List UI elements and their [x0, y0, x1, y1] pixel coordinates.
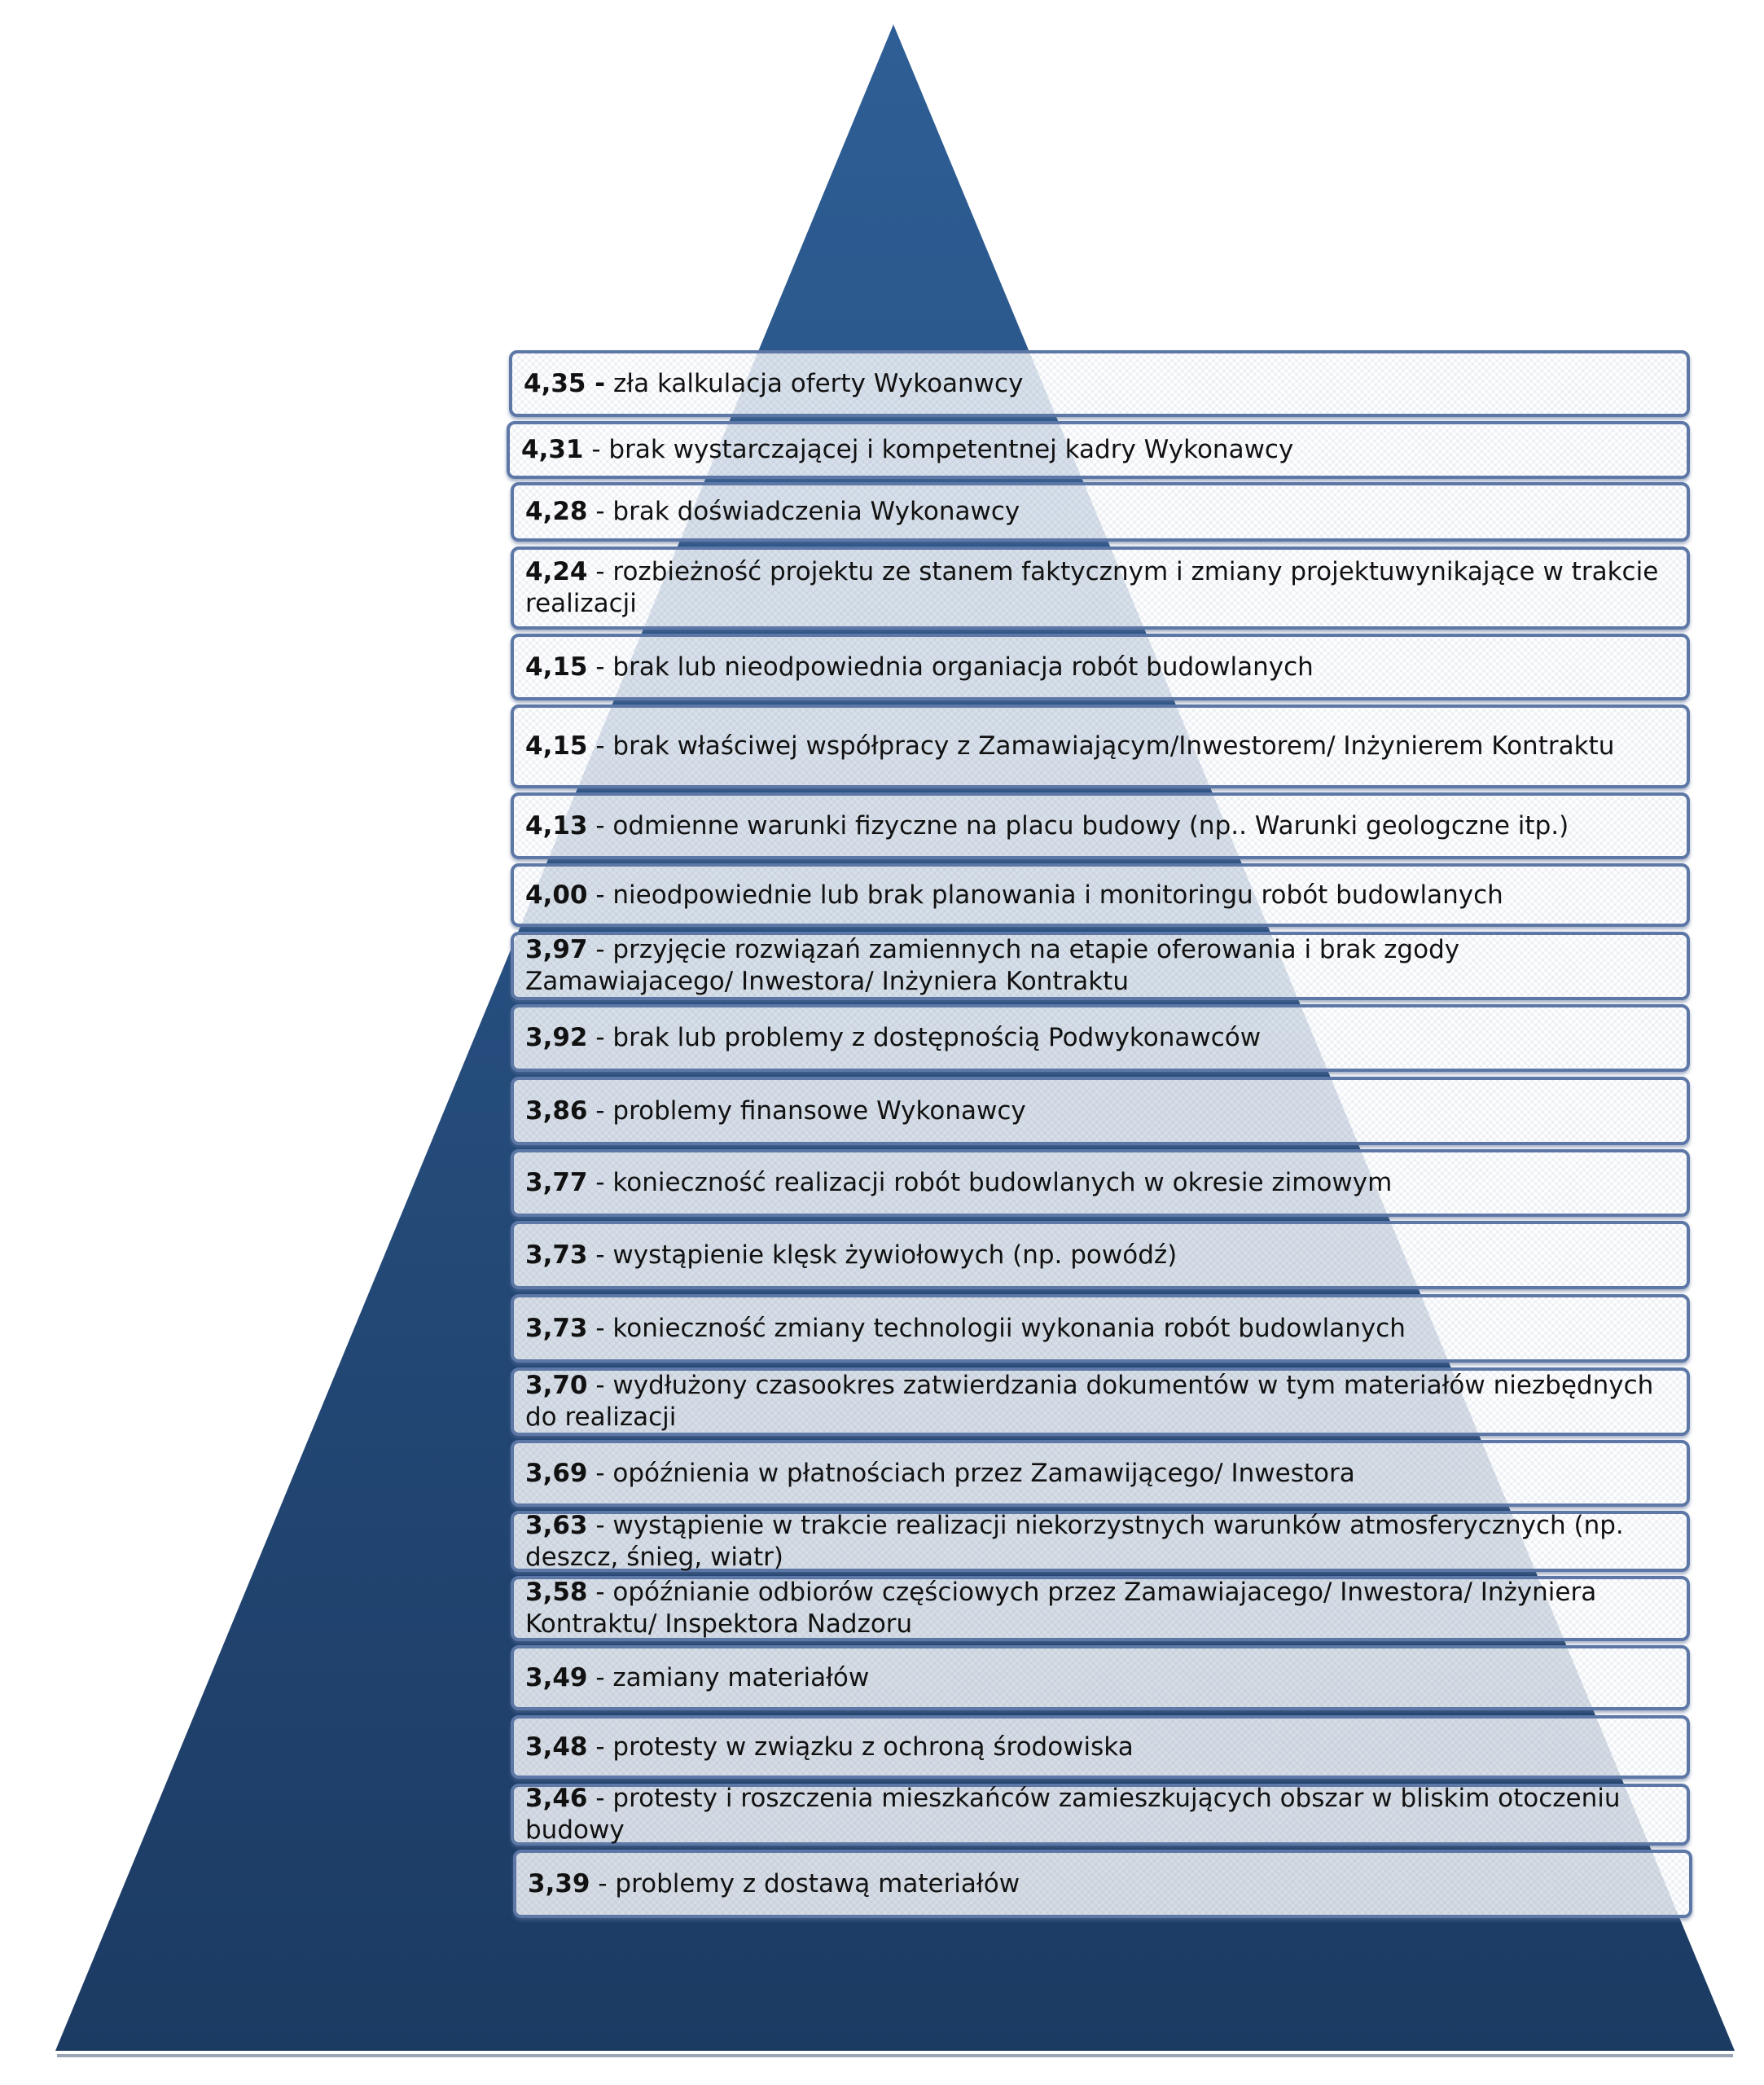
factor-text [525, 1732, 1134, 1763]
factor-score: 4,15 [525, 731, 588, 761]
factor-label: - problemy finansowe Wykonawcy [587, 1095, 1026, 1126]
factor-score: 3,49 [525, 1662, 588, 1692]
factor-text [521, 434, 1293, 466]
factor-text [525, 652, 1314, 683]
factor-score: 3,58 [525, 1578, 588, 1607]
factor-score: 4,28 [525, 497, 588, 526]
factor-label: - wystąpienie klęsk żywiołowych (np. powódź) [587, 1240, 1178, 1270]
factor-text [525, 1510, 1675, 1574]
factor-label: - przyjęcie rozwiązań zamiennych na etapie oferowania i brak zgody Zamawiajacego/ Inwestora/ Inżyniera Kontraktu [525, 935, 1460, 996]
factor-score: 4,00 [525, 880, 588, 910]
factor-label: - protesty i roszczenia mieszkańców zamieszkujących obszar w bliskim otoczeniu budowy [525, 1784, 1621, 1845]
factor-text [525, 1662, 869, 1694]
factor-box [511, 1576, 1690, 1641]
factor-label: - opóźnianie odbiorów częściowych przez Zamawiajacego/ Inwestora/ Inżyniera Kontraktu/ Inspektora Nadzoru [525, 1578, 1597, 1639]
factor-box [511, 863, 1690, 927]
factor-text [528, 1868, 1020, 1900]
factor-label: - konieczność zmiany technologii wykonania robót budowlanych [587, 1313, 1406, 1343]
factor-score: 3,48 [525, 1732, 588, 1762]
factor-text [525, 1095, 1026, 1127]
factor-label: - zamiany materiałów [587, 1662, 870, 1692]
factor-box [511, 1715, 1690, 1779]
factor-score: 3,46 [525, 1784, 588, 1813]
factor-box [513, 1850, 1692, 1918]
factor-label: - brak właściwej współpracy z Zamawiającym/Inwestorem/ Inżynierem Kontraktu [587, 731, 1615, 761]
factor-label: - opóźnienia w płatnościach przez Zamawijącego/ Inwestora [587, 1458, 1355, 1488]
factor-box [511, 634, 1690, 700]
factor-box [511, 1149, 1690, 1217]
factor-box [511, 932, 1690, 1000]
factor-label: - brak wystarczającej i kompetentnej kadry Wykonawcy [583, 435, 1294, 464]
factor-box [511, 1004, 1690, 1072]
factor-label: - brak lub problemy z dostępnością Podwykonawców [587, 1023, 1262, 1052]
factor-box [511, 1221, 1690, 1289]
factor-box [511, 1077, 1690, 1145]
factor-text [525, 731, 1614, 762]
factor-score: 3,92 [525, 1023, 588, 1052]
factor-text [525, 880, 1503, 911]
factor-text [524, 368, 1023, 400]
factor-score: 3,73 [525, 1240, 588, 1270]
factor-box [511, 1784, 1690, 1846]
factor-box [511, 792, 1690, 859]
factor-label: - rozbieżność projektu ze stanem faktycznym i zmiany projektuwynikające w trakcie realizacji [525, 557, 1659, 618]
factor-label: - wystąpienie w trakcie realizacji niekorzystnych warunków atmosferycznych (np. deszcz, śnieg, wiatr) [525, 1510, 1624, 1572]
factor-score: 4,24 [525, 557, 588, 586]
factor-box [511, 482, 1690, 542]
factor-box [511, 1367, 1690, 1436]
factor-label: - brak doświadczenia Wykonawcy [587, 497, 1020, 526]
factor-label: - protesty w związku z ochroną środowiska [587, 1732, 1134, 1762]
factor-label: zła kalkulacja oferty Wykoanwcy [605, 368, 1024, 398]
factor-label: - wydłużony czasookres zatwierdzania dokumentów w tym materiałów niezbędnych do realizacji [525, 1371, 1654, 1432]
factor-score: 4,13 [525, 810, 588, 841]
factor-text [525, 556, 1675, 620]
factor-label: - problemy z dostawą materiałów [590, 1868, 1020, 1898]
factor-score: 3,86 [525, 1095, 588, 1126]
factor-score: 4,15 [525, 652, 588, 682]
factor-box [511, 1645, 1690, 1710]
factor-text [525, 1577, 1675, 1640]
factor-box [511, 705, 1690, 788]
factor-score: 3,70 [525, 1371, 588, 1400]
factor-box [511, 546, 1690, 630]
factor-score: 4,35 - [524, 368, 606, 398]
factor-box [511, 1440, 1690, 1507]
factor-box [511, 1511, 1690, 1572]
factor-box [511, 1294, 1690, 1363]
factor-text [525, 810, 1569, 842]
factor-score: 3,77 [525, 1168, 588, 1197]
factor-label: - odmienne warunki fizyczne na placu budowy (np.. Warunki geologczne itp.) [587, 810, 1569, 841]
factor-text [525, 1458, 1355, 1490]
factor-score: 3,69 [525, 1458, 588, 1488]
factor-score: 3,97 [525, 935, 588, 964]
factor-score: 4,31 [521, 435, 584, 464]
factor-text [525, 1313, 1406, 1345]
factor-box [507, 421, 1690, 479]
factor-score: 3,39 [528, 1868, 590, 1898]
factor-box [509, 350, 1690, 417]
factor-score: 3,63 [525, 1510, 588, 1540]
factor-text [525, 1022, 1261, 1054]
factor-score: 3,73 [525, 1313, 588, 1343]
factor-text [525, 1167, 1392, 1199]
factor-label: - nieodpowiednie lub brak planowania i monitoringu robót budowlanych [587, 880, 1503, 910]
factor-text [525, 496, 1020, 528]
factor-text [525, 1370, 1675, 1433]
factor-text [525, 1783, 1675, 1846]
factor-text [525, 1240, 1177, 1271]
factor-label: - brak lub nieodpowiednia organiacja robót budowlanych [587, 652, 1314, 682]
factor-label: - konieczność realizacji robót budowlanych w okresie zimowym [587, 1168, 1393, 1197]
factor-text [525, 934, 1675, 998]
